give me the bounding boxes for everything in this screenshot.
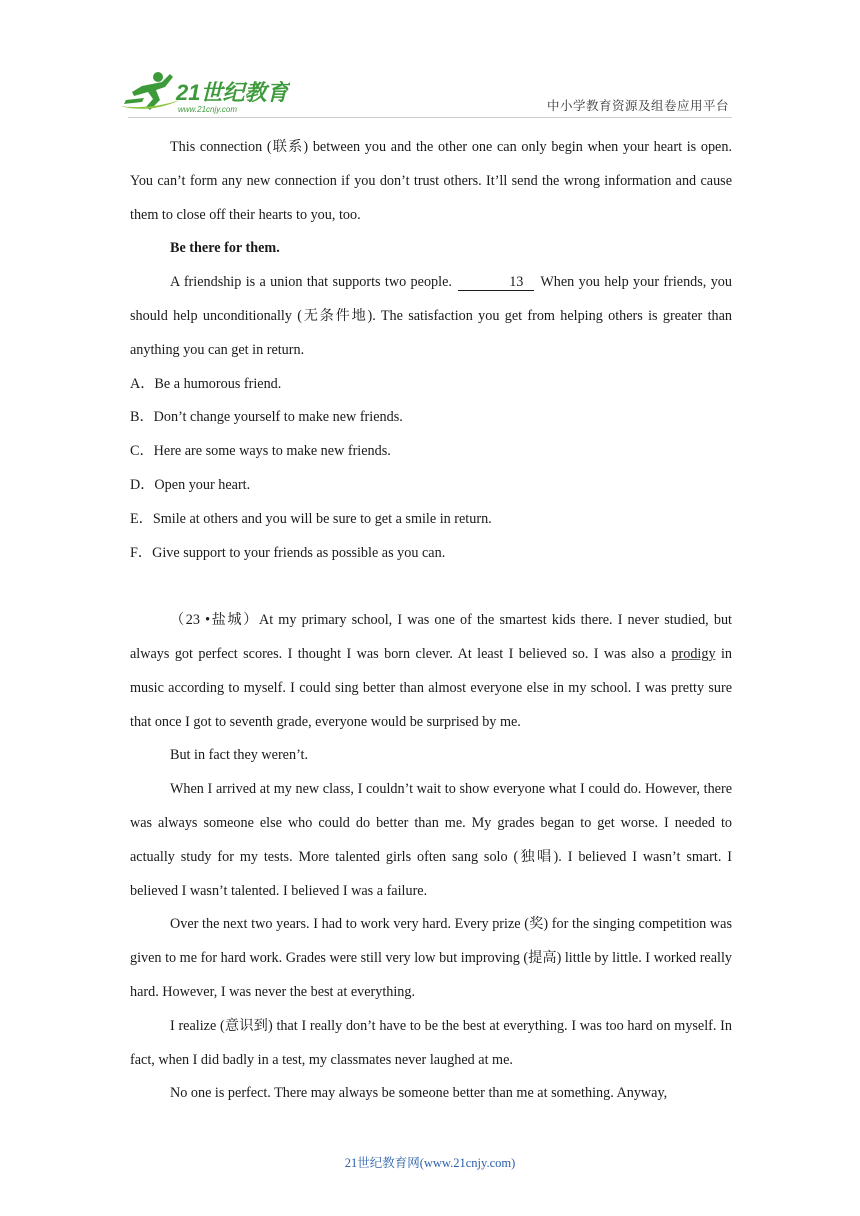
underlined-word: prodigy <box>671 645 716 662</box>
option-a: A．Be a humorous friend. <box>130 375 282 392</box>
section-heading: Be there for them. <box>170 240 280 257</box>
site-logo[interactable] <box>120 70 290 116</box>
passage2-paragraph-5: I realize (意识到) that I really don’t have to be the best at everything. I was too hard on myself. In fact, when I did badly in a test, my classmates never laughed at me. <box>130 1017 732 1068</box>
passage2-paragraph-6: No one is perfect. There may always be someone better than me at something. Anyway, <box>170 1085 668 1102</box>
option-b: B．Don’t change yourself to make new friends. <box>130 409 403 426</box>
section-gap <box>130 570 732 604</box>
paragraph-text: （23 •盐城）At my primary school, I was one of the smartest kids there. I never studied, but always got perfect scores. I thought I was born clever. At least I believed so. I was also a <box>130 612 732 662</box>
paragraph-text: A friendship is a union that supports two people. <box>170 274 452 291</box>
passage1-paragraph-1: This connection (联系) between you and the other one can only begin when your heart is open. You can’t form any new connection if you don’t trust others. It’ll send the wrong information and cause them to close off their hearts to you, too. <box>130 139 732 223</box>
passage2-paragraph-4: Over the next two years. I had to work very hard. Every prize (奖) for the singing competition was given to me for hard work. Grades were still very low but improving (提高) little by little. I worked really hard. However, I was never the best at everything. <box>130 916 732 1000</box>
page-footer[interactable]: 21世纪教育网(www.21cnjy.com) <box>344 1156 516 1170</box>
runner-logo-icon <box>120 70 290 116</box>
option-e: E．Smile at others and you will be sure to get a smile in return. <box>130 510 492 527</box>
passage1-paragraph-2 <box>130 266 732 367</box>
option-f: F．Give support to your friends as possible as you can. <box>130 544 446 561</box>
page-header <box>0 0 860 118</box>
platform-name: 中小学教育资源及组卷应用平台 <box>546 99 729 113</box>
header-divider <box>128 117 732 118</box>
passage2-paragraph-3: When I arrived at my new class, I couldn’t wait to show everyone what I could do. However, there was always someone else who could do better than me. My grades began to get worse. I needed to actually study for my tests. More talented girls often sang solo (独唱). I believed I wasn’t smart. I believed I wasn’t talented. I believed I was a failure. <box>130 781 732 899</box>
paragraph-text: When you help your friends, you should help unconditionally (无条件地). The satisfaction you get from helping others is greater than anything you can get in return. <box>130 274 732 358</box>
passage2-paragraph-1 <box>130 604 732 739</box>
option-d: D．Open your heart. <box>130 476 251 493</box>
paragraph-text: in music according to myself. I could sing better than almost everyone else in my school. I was pretty sure that once I got to seventh grade, everyone would be surprised by me. <box>130 645 733 730</box>
answer-blank-13[interactable]: 13 <box>458 274 534 291</box>
svg-text:21世纪教育: 21世纪教育 <box>176 80 289 105</box>
svg-text:www.21cnjy.com: www.21cnjy.com <box>178 105 237 114</box>
document-body <box>130 131 732 1111</box>
passage2-paragraph-2: But in fact they weren’t. <box>170 747 309 764</box>
option-c: C．Here are some ways to make new friends. <box>130 443 391 460</box>
